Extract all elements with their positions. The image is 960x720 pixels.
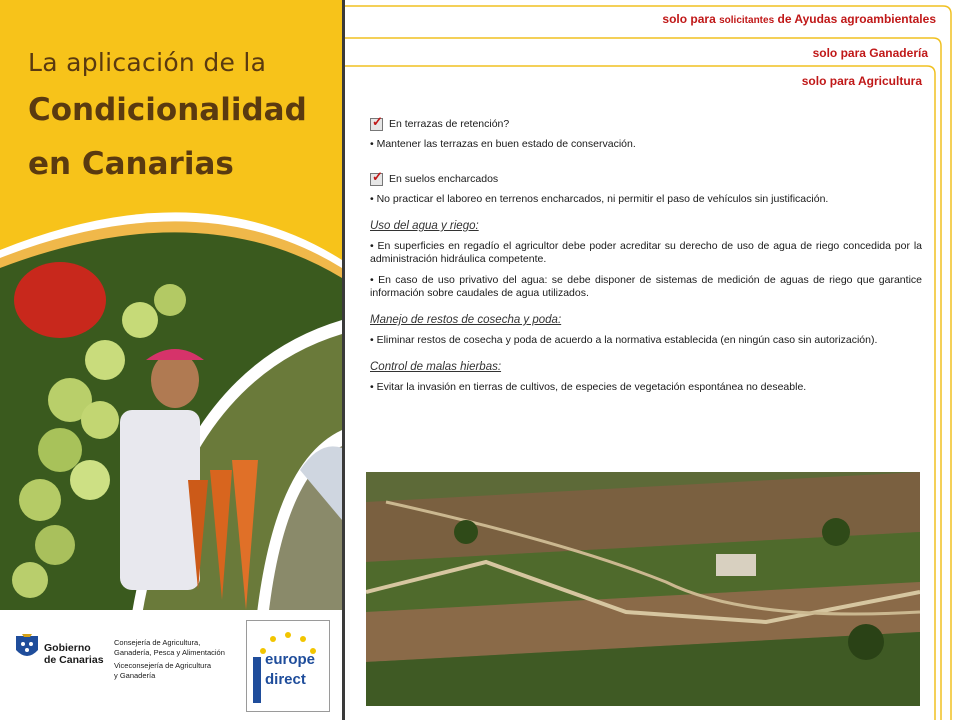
tab-ganaderia[interactable]: solo para Ganadería: [812, 46, 928, 60]
cover-panel: [0, 0, 342, 720]
europe-direct-logo: europe direct: [246, 620, 330, 712]
checkmark-icon: ✓: [372, 168, 383, 184]
bullet-terrazas: • Mantener las terrazas en buen estado de conservación.: [370, 138, 636, 150]
cover-title-line3: en Canarias: [28, 146, 234, 182]
bullet-encharcados: • No practicar el laboreo en terrenos encharcados, ni permitir el paso de vehículos sin justificación.: [370, 193, 829, 205]
gobierno-logo-text: Gobierno de Canarias: [44, 642, 104, 666]
checkmark-icon: ✓: [372, 113, 383, 129]
checklist-item-terrazas: ✓ En terrazas de retención?: [372, 113, 510, 130]
section-heading-agua: Uso del agua y riego:: [370, 220, 479, 232]
checklist-item-encharcados: ✓ En suelos encharcados: [372, 168, 499, 185]
cover-title-line1: La aplicación de la: [28, 48, 267, 77]
cover-title-line2: Condicionalidad: [28, 92, 307, 128]
tab-agricultura[interactable]: solo para Agricultura: [801, 74, 922, 88]
bullet-restos: • Eliminar restos de cosecha y poda de acuerdo a la normativa establecida (en ningún caso sin autorización).: [370, 334, 878, 346]
bullet-malas-hierbas: • Evitar la invasión en tierras de cultivos, de especies de vegetación espontánea no deseable.: [370, 381, 807, 393]
bullet-uso-privativo: • En caso de uso privativo del agua: se debe disponer de sistemas de medición de aguas de riego que garantice información sobre caudales de agua utilizados.: [370, 274, 922, 299]
section-heading-malas-hierbas: Control de malas hierbas:: [370, 361, 502, 373]
content-area: [370, 113, 922, 402]
tab-agroambientales[interactable]: solo para solicitantes de Ayudas agroambientales: [662, 12, 936, 26]
aerial-terraces-photo: [366, 472, 920, 706]
gobierno-canarias-shield-icon: [14, 632, 40, 662]
bullet-regadio: • En superficies en regadío el agricultor debe poder acreditar su derecho de uso de agua de riego concedida por la administración hidráulica competente.: [370, 240, 922, 265]
consejeria-text: Consejería de Agricultura, Ganadería, Pesca y Alimentación Viceconsejería de Agricultura y Ganadería: [114, 638, 225, 680]
section-heading-restos: Manejo de restos de cosecha y poda:: [370, 314, 562, 326]
logo-strip: [0, 610, 342, 720]
